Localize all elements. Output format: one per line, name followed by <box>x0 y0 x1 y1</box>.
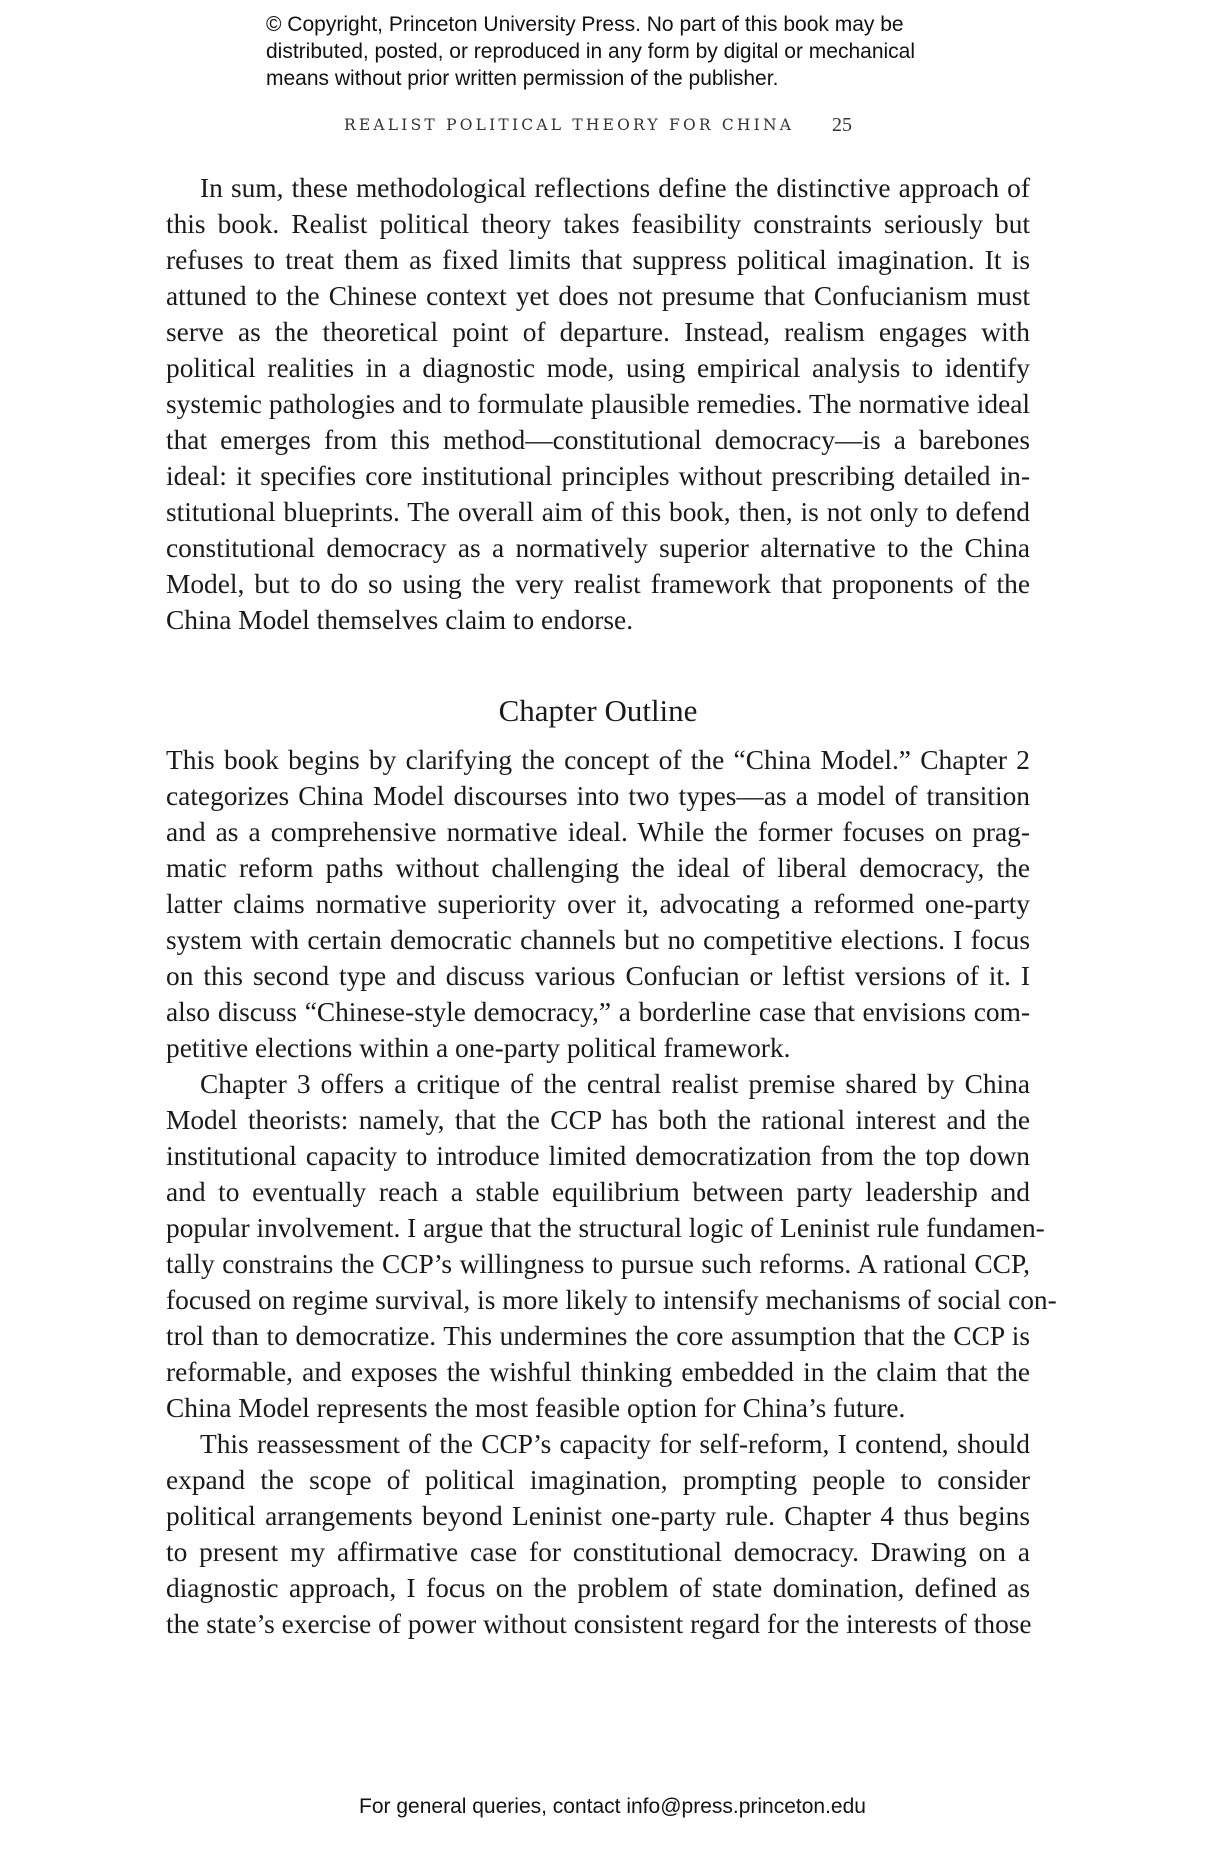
text-line: attuned to the Chinese context yet does not presume that Confucianism must <box>166 281 1030 311</box>
text-line: matic reform paths without challenging the ideal of liberal democracy, the <box>166 853 1030 883</box>
text-line: refuses to treat them as fixed limits that suppress political imagination. It is <box>166 245 1030 275</box>
text-line: ideal: it specifies core institutional principles without prescribing detailed in- <box>166 461 1030 491</box>
section-heading: Chapter Outline <box>498 693 698 728</box>
text-line: to present my affirmative case for constitutional democracy. Drawing on a <box>166 1537 1030 1567</box>
text-line: tally constrains the CCP’s willingness to pursue such reforms. A rational CCP, <box>166 1249 1030 1279</box>
text-line: categorizes China Model discourses into two types—as a model of transition <box>166 781 1030 811</box>
text-line: diagnostic approach, I focus on the problem of state domination, defined as <box>166 1573 1030 1603</box>
text-line: constitutional democracy as a normatively superior alternative to the China <box>166 533 1030 563</box>
text-line: Chapter 3 offers a critique of the central realist premise shared by China <box>200 1069 1030 1099</box>
text-line: focused on regime survival, is more likely to intensify mechanisms of social con- <box>166 1285 1057 1315</box>
text-line: political arrangements beyond Leninist one-party rule. Chapter 4 thus begins <box>166 1501 1030 1531</box>
text-line: This reassessment of the CCP’s capacity for self-reform, I contend, should <box>200 1429 1030 1459</box>
text-line: this book. Realist political theory takes feasibility constraints seriously but <box>166 209 1030 239</box>
paragraph-chapter-4 <box>166 1426 1030 1642</box>
text-line: latter claims normative superiority over it, advocating a reformed one-party <box>166 889 1030 919</box>
text-line: trol than to democratize. This undermines the core assumption that the CCP is <box>166 1321 1030 1351</box>
text-line: system with certain democratic channels but no competitive elections. I focus <box>166 925 1030 955</box>
text-line: that emerges from this method—constitutional democracy—is a barebones <box>166 425 1030 455</box>
copyright-line: © Copyright, Princeton University Press. No part of this book may be <box>266 13 904 36</box>
text-line: expand the scope of political imagination, prompting people to consider <box>166 1465 1030 1495</box>
running-head: REALIST POLITICAL THEORY FOR CHINA <box>344 116 795 134</box>
text-line: Model, but to do so using the very realist framework that proponents of the <box>166 569 1030 599</box>
text-line: This book begins by clarifying the concept of the “China Model.” Chapter 2 <box>166 745 1030 775</box>
paragraph-chapter-2 <box>166 742 1030 1066</box>
text-line: on this second type and discuss various Confucian or leftist versions of it. I <box>166 961 1030 991</box>
text-line: serve as the theoretical point of departure. Instead, realism engages with <box>166 317 1030 347</box>
copyright-line: means without prior written permission of the publisher. <box>266 67 779 90</box>
text-line: popular involvement. I argue that the structural logic of Leninist rule fundamen- <box>166 1213 1045 1243</box>
copyright-notice <box>266 11 1026 92</box>
text-line: institutional capacity to introduce limited democratization from the top down <box>166 1141 1030 1171</box>
text-line: also discuss “Chinese-style democracy,” a borderline case that envisions com- <box>166 997 1030 1027</box>
text-line: Model theorists: namely, that the CCP has both the rational interest and the <box>166 1105 1030 1135</box>
text-line: In sum, these methodological reflections define the distinctive approach of <box>200 173 1030 203</box>
page-number: 25 <box>832 114 852 136</box>
footer-contact: For general queries, contact info@press.princeton.edu <box>359 1795 866 1818</box>
text-line: petitive elections within a one-party political framework. <box>166 1033 791 1063</box>
paragraph-chapter-3 <box>166 1066 1057 1426</box>
text-line: and as a comprehensive normative ideal. While the former focuses on prag- <box>166 817 1030 847</box>
text-line: and to eventually reach a stable equilibrium between party leadership and <box>166 1177 1030 1207</box>
text-line: China Model represents the most feasible option for China’s future. <box>166 1393 906 1423</box>
text-line: stitutional blueprints. The overall aim of this book, then, is not only to defend <box>166 497 1030 527</box>
text-line: reformable, and exposes the wishful thinking embedded in the claim that the <box>166 1357 1030 1387</box>
paragraph-summary <box>166 170 1030 638</box>
body-text <box>166 170 1057 1642</box>
text-line: the state’s exercise of power without consistent regard for the interests of those <box>166 1609 1032 1639</box>
copyright-line: distributed, posted, or reproduced in any form by digital or mechanical <box>266 40 916 63</box>
text-line: political realities in a diagnostic mode, using empirical analysis to identify <box>166 353 1030 383</box>
text-line: China Model themselves claim to endorse. <box>166 605 634 635</box>
text-line: systemic pathologies and to formulate plausible remedies. The normative ideal <box>166 389 1030 419</box>
